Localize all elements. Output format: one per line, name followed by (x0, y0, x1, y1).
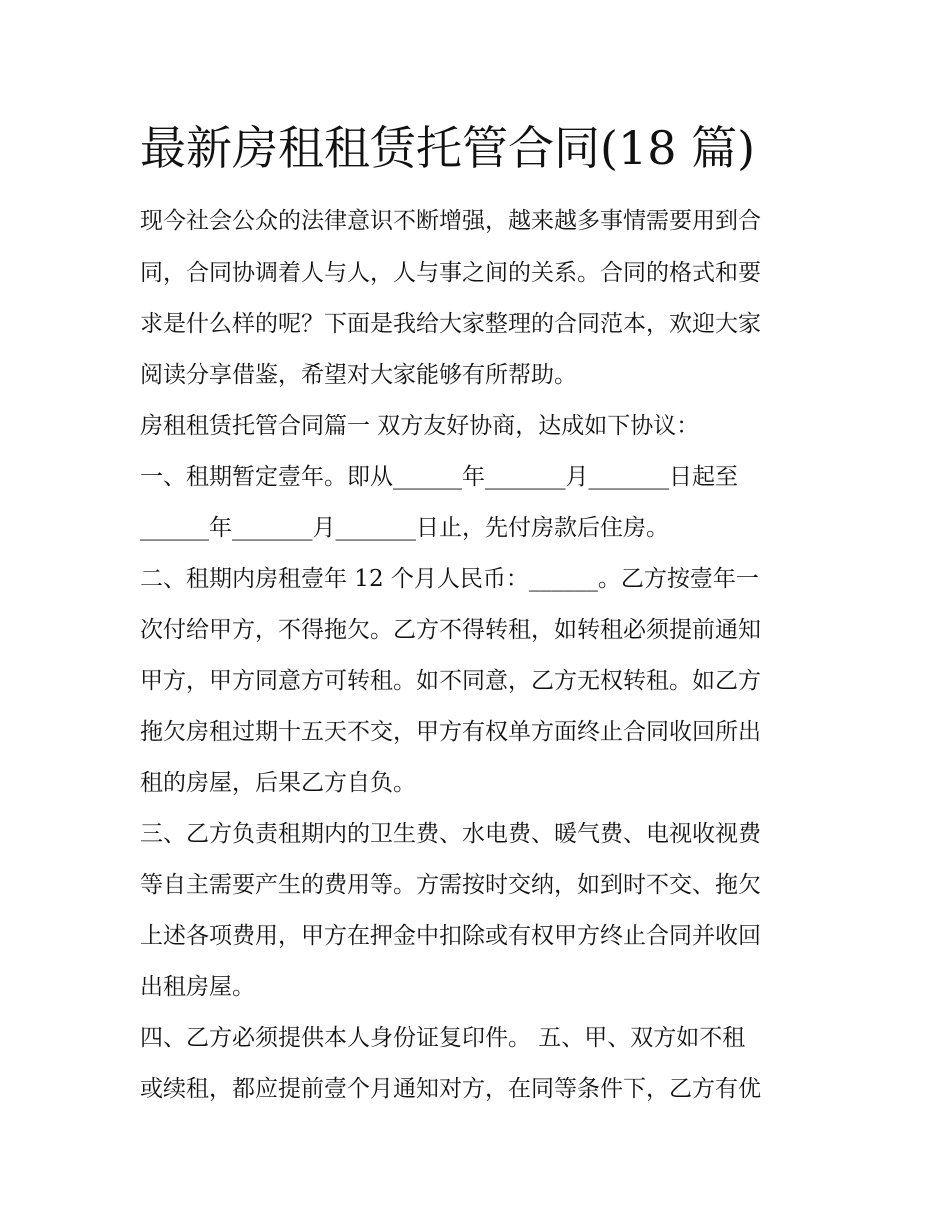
paragraph-line: 房租租赁托管合同篇一 双方友好协商，达成如下协议： (140, 413, 700, 439)
paragraph-line: 等自主需要产生的费用等。方需按时交纳，如到时不交、拖欠 (140, 872, 761, 898)
paragraph-line: 或续租，都应提前壹个月通知对方，在同等条件下，乙方有优 (140, 1076, 761, 1102)
paragraph-line: 甲方，甲方同意方可转租。如不同意，乙方无权转租。如乙方 (140, 668, 761, 694)
paragraph-line: 拖欠房租过期十五天不交，甲方有权单方面终止合同收回所出 (140, 719, 761, 745)
document-title: 最新房租租赁托管合同(18 篇) (140, 121, 756, 175)
paragraph-line: 阅读分享借鉴，希望对大家能够有所帮助。 (140, 362, 577, 388)
paragraph-line: 次付给甲方，不得拖欠。乙方不得转租，如转租必须提前通知 (140, 617, 761, 643)
paragraph-line: 一、租期暂定壹年。即从______年_______月_______日起至 (140, 464, 738, 490)
paragraph-line: ______年_______月_______日止，先付房款后住房。 (140, 515, 669, 541)
paragraph-line: 出租房屋。 (140, 974, 255, 1000)
paragraph-line: 求是什么样的呢？下面是我给大家整理的合同范本，欢迎大家 (140, 311, 761, 337)
paragraph-line: 租的房屋，后果乙方自负。 (140, 770, 416, 796)
paragraph-line: 现今社会公众的法律意识不断增强，越来越多事情需要用到合 (140, 208, 761, 234)
paragraph-line: 三、乙方负责租期内的卫生费、水电费、暖气费、电视收视费 (140, 821, 761, 847)
paragraph-line: 四、乙方必须提供本人身份证复印件。 五、甲、双方如不租 (140, 1025, 746, 1051)
paragraph-line: 上述各项费用，甲方在押金中扣除或有权甲方终止合同并收回 (140, 923, 761, 949)
paragraph-line: 同，合同协调着人与人，人与事之间的关系。合同的格式和要 (140, 260, 761, 286)
paragraph-line: 二、租期内房租壹年 12 个月人民币：______。乙方按壹年一 (140, 566, 759, 592)
